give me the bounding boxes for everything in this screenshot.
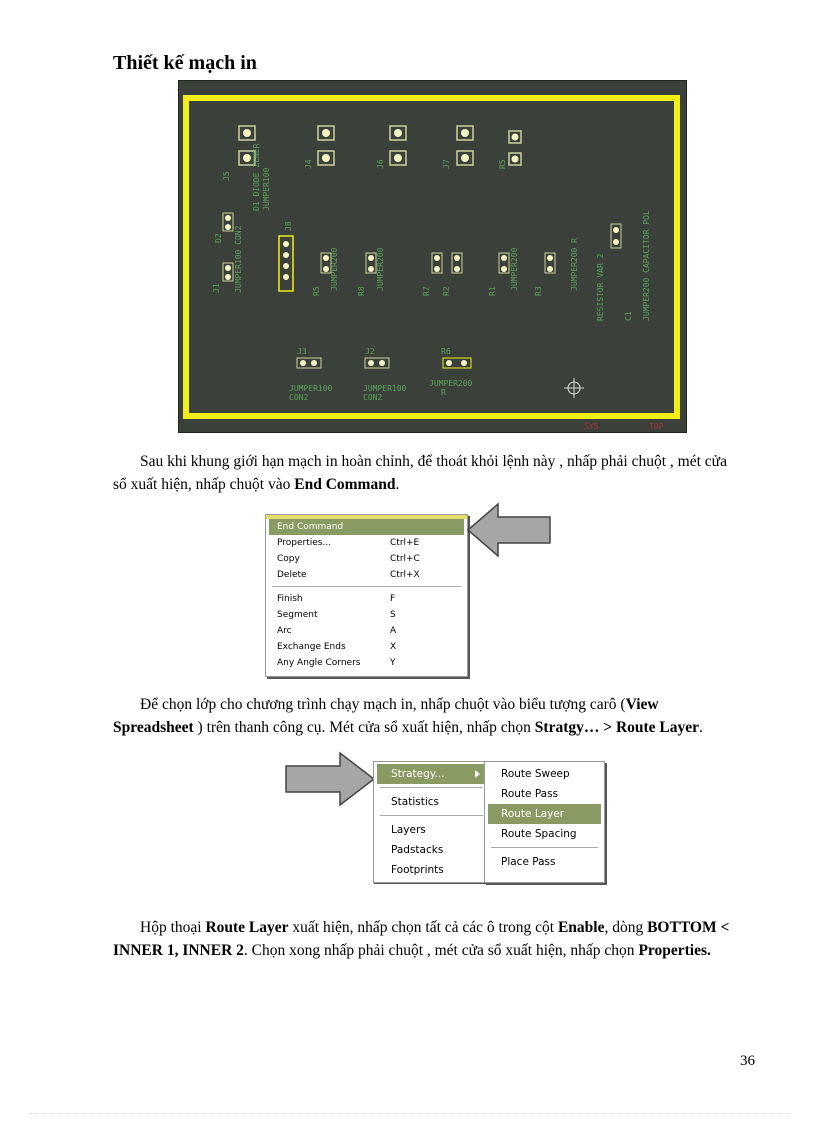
svg-text:J4: J4 bbox=[304, 159, 313, 169]
svg-text:JUMPER200: JUMPER200 bbox=[510, 247, 519, 291]
menu-item-layers[interactable]: Layers bbox=[391, 824, 426, 836]
menu-item-route-layer[interactable]: Route Layer bbox=[488, 804, 601, 824]
menu-separator bbox=[272, 586, 461, 587]
menu-item-strategy[interactable]: Strategy... bbox=[377, 764, 486, 784]
svg-text:SYS: SYS bbox=[584, 422, 599, 431]
svg-text:TOP: TOP bbox=[649, 422, 664, 431]
svg-text:J6: J6 bbox=[376, 159, 385, 169]
svg-text:R8: R8 bbox=[357, 286, 366, 296]
menu-item-properties[interactable]: Properties... Ctrl+E bbox=[277, 538, 420, 548]
strategy-submenu bbox=[484, 761, 605, 883]
menu-item-exchange-ends[interactable]: Exchange Ends X bbox=[277, 642, 397, 652]
svg-text:R6: R6 bbox=[441, 347, 451, 356]
pointer-arrow-right-icon bbox=[284, 751, 376, 807]
svg-text:CON2: CON2 bbox=[363, 393, 383, 402]
svg-text:J1: J1 bbox=[212, 283, 221, 293]
menu-separator bbox=[491, 847, 598, 848]
svg-text:JUMPER100: JUMPER100 bbox=[363, 384, 407, 393]
pcb-layout-image bbox=[178, 80, 687, 433]
menu-item-delete[interactable]: Delete Ctrl+X bbox=[277, 570, 420, 580]
svg-text:R5: R5 bbox=[312, 286, 321, 296]
menu-item-route-sweep[interactable]: Route Sweep bbox=[501, 768, 570, 780]
menu-item-route-spacing[interactable]: Route Spacing bbox=[501, 828, 577, 840]
svg-text:RESISTOR VAR 2: RESISTOR VAR 2 bbox=[596, 253, 605, 321]
svg-text:JUMPER200 R: JUMPER200 R bbox=[570, 238, 579, 291]
submenu-arrow-icon bbox=[475, 770, 480, 778]
menu-item-copy[interactable]: Copy Ctrl+C bbox=[277, 554, 420, 564]
svg-text:JUMPER200: JUMPER200 bbox=[429, 379, 473, 388]
svg-text:JUMPER200: JUMPER200 bbox=[330, 247, 339, 291]
svg-text:C1: C1 bbox=[624, 311, 633, 321]
menu-item-place-pass[interactable]: Place Pass bbox=[501, 856, 556, 868]
svg-text:R2: R2 bbox=[442, 286, 451, 296]
svg-text:JUMPER100: JUMPER100 bbox=[262, 167, 271, 211]
menu-item-segment[interactable]: Segment S bbox=[277, 610, 396, 620]
svg-text:R1: R1 bbox=[488, 286, 497, 296]
svg-text:R: R bbox=[441, 388, 446, 397]
svg-text:J5: J5 bbox=[222, 171, 231, 181]
context-menu bbox=[265, 514, 468, 677]
paragraph-2: Để chọn lớp cho chương trình chạy mạch in, nhấp chuột vào biểu tượng carô (View Spreadsheet ) trên thanh công cụ. Mét cửa sổ xuất hiện, nhấp chọn Stratgy… > Route Layer. bbox=[113, 696, 703, 736]
page-title: Thiết kế mạch in bbox=[113, 52, 257, 74]
menu-item-route-pass[interactable]: Route Pass bbox=[501, 788, 559, 800]
footer-divider bbox=[30, 1113, 790, 1114]
menu-separator bbox=[380, 815, 483, 816]
spreadsheet-menu bbox=[373, 761, 490, 883]
svg-text:J7: J7 bbox=[442, 159, 451, 169]
menu-item-arc[interactable]: Arc A bbox=[277, 626, 397, 636]
menu-item-footprints[interactable]: Footprints bbox=[391, 864, 444, 876]
svg-text:JUMPER200 CAPACITOR POL: JUMPER200 CAPACITOR POL bbox=[642, 210, 651, 321]
svg-text:R5: R5 bbox=[498, 159, 507, 169]
menu-item-any-angle-corners[interactable]: Any Angle Corners Y bbox=[277, 658, 396, 668]
svg-text:R3: R3 bbox=[534, 286, 543, 296]
svg-text:D2: D2 bbox=[214, 233, 223, 243]
svg-text:D1 DIODE ZENER: D1 DIODE ZENER bbox=[252, 143, 261, 211]
menu-item-padstacks[interactable]: Padstacks bbox=[391, 844, 444, 856]
pointer-arrow-left-icon bbox=[466, 502, 552, 558]
menu-item-finish[interactable]: Finish F bbox=[277, 594, 396, 604]
svg-text:J3: J3 bbox=[297, 347, 307, 356]
menu-item-end-command[interactable]: End Command bbox=[269, 519, 464, 535]
page-number: 36 bbox=[740, 1053, 755, 1069]
paragraph-3: Hộp thoại Route Layer xuất hiện, nhấp chọn tất cả các ô trong cột Enable, dòng BOTTOM < INNER 1, INNER 2. Chọn xong nhấp phải chuột , mét cửa sổ xuất hiện, nhấp chọn Properties. bbox=[113, 919, 730, 959]
svg-text:JUMPER100 CON2: JUMPER100 CON2 bbox=[234, 225, 243, 293]
svg-text:R7: R7 bbox=[422, 286, 431, 296]
svg-text:CON2: CON2 bbox=[289, 393, 309, 402]
svg-text:J2: J2 bbox=[365, 347, 375, 356]
svg-text:JUMPER200: JUMPER200 bbox=[376, 247, 385, 291]
menu-item-statistics[interactable]: Statistics bbox=[391, 796, 439, 808]
svg-text:J8: J8 bbox=[284, 221, 293, 231]
paragraph-1: Sau khi khung giới hạn mạch in hoàn chỉnh, để thoát khỏi lệnh này , nhấp phải chuột , mét cửa sổ xuất hiện, nhấp chuột vào End Command. bbox=[113, 453, 727, 493]
svg-text:JUMPER100: JUMPER100 bbox=[289, 384, 333, 393]
menu-separator bbox=[380, 787, 483, 788]
